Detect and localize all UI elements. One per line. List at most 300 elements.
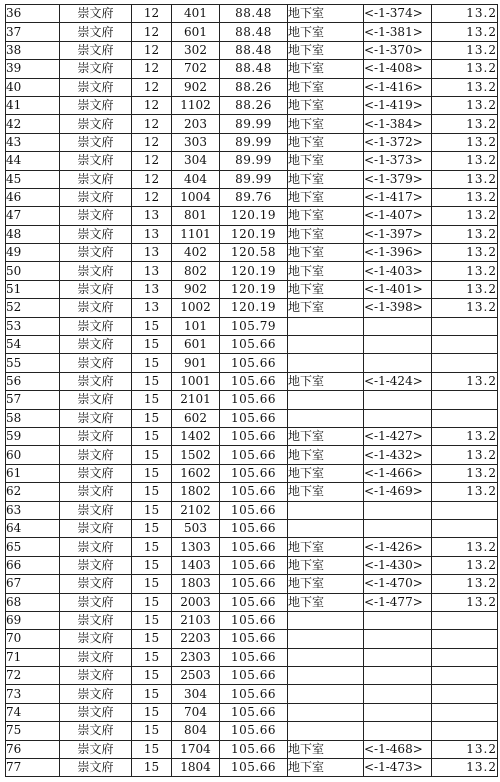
parking-area-cell: 13.2 <box>432 575 498 593</box>
parking-type-cell <box>288 703 364 721</box>
project-name-cell: 崇文府 <box>60 538 132 556</box>
parking-area-cell <box>432 630 498 648</box>
project-name-cell: 崇文府 <box>60 152 132 170</box>
room-number-cell: 902 <box>172 78 220 96</box>
parking-code-cell: <-1-398> <box>364 299 432 317</box>
building-number-cell: 12 <box>132 170 172 188</box>
room-number-cell: 1303 <box>172 538 220 556</box>
row-number-cell: 69 <box>6 611 60 629</box>
parking-area-cell: 13.2 <box>432 133 498 151</box>
row-number-cell: 44 <box>6 152 60 170</box>
unit-area-cell: 120.19 <box>220 299 288 317</box>
parking-type-cell <box>288 722 364 740</box>
unit-area-cell: 120.58 <box>220 244 288 262</box>
row-number-cell: 63 <box>6 501 60 519</box>
parking-area-cell: 13.2 <box>432 60 498 78</box>
room-number-cell: 601 <box>172 336 220 354</box>
parking-type-cell <box>288 519 364 537</box>
building-number-cell: 13 <box>132 225 172 243</box>
parking-code-cell <box>364 501 432 519</box>
table-row <box>6 722 498 740</box>
unit-area-cell: 105.66 <box>220 336 288 354</box>
building-number-cell: 15 <box>132 501 172 519</box>
unit-area-cell: 88.48 <box>220 23 288 41</box>
room-number-cell: 801 <box>172 207 220 225</box>
parking-area-cell <box>432 336 498 354</box>
table-row <box>6 703 498 721</box>
room-number-cell: 1001 <box>172 372 220 390</box>
room-number-cell: 2303 <box>172 648 220 666</box>
row-number-cell: 57 <box>6 391 60 409</box>
parking-code-cell <box>364 667 432 685</box>
row-number-cell: 65 <box>6 538 60 556</box>
parking-area-cell: 13.2 <box>432 427 498 445</box>
row-number-cell: 39 <box>6 60 60 78</box>
building-number-cell: 12 <box>132 188 172 206</box>
building-number-cell: 12 <box>132 152 172 170</box>
row-number-cell: 54 <box>6 336 60 354</box>
row-number-cell: 74 <box>6 703 60 721</box>
parking-area-cell: 13.2 <box>432 78 498 96</box>
row-number-cell: 72 <box>6 667 60 685</box>
unit-area-cell: 105.66 <box>220 611 288 629</box>
parking-type-cell <box>288 501 364 519</box>
parking-type-cell: 地下室 <box>288 115 364 133</box>
row-number-cell: 62 <box>6 483 60 501</box>
unit-area-cell: 105.79 <box>220 317 288 335</box>
building-number-cell: 15 <box>132 575 172 593</box>
room-number-cell: 2203 <box>172 630 220 648</box>
row-number-cell: 53 <box>6 317 60 335</box>
parking-area-cell <box>432 667 498 685</box>
building-number-cell: 15 <box>132 372 172 390</box>
unit-area-cell: 105.66 <box>220 464 288 482</box>
room-number-cell: 702 <box>172 60 220 78</box>
table-row <box>6 630 498 648</box>
parking-area-cell: 13.2 <box>432 740 498 758</box>
table-row <box>6 170 498 188</box>
building-number-cell: 13 <box>132 262 172 280</box>
project-name-cell: 崇文府 <box>60 170 132 188</box>
room-number-cell: 2003 <box>172 593 220 611</box>
parking-type-cell: 地下室 <box>288 483 364 501</box>
parking-code-cell: <-1-468> <box>364 740 432 758</box>
row-number-cell: 51 <box>6 280 60 298</box>
room-number-cell: 1803 <box>172 575 220 593</box>
room-number-cell: 1502 <box>172 446 220 464</box>
building-number-cell: 15 <box>132 667 172 685</box>
parking-code-cell: <-1-419> <box>364 96 432 114</box>
project-name-cell: 崇文府 <box>60 501 132 519</box>
project-name-cell: 崇文府 <box>60 133 132 151</box>
row-number-cell: 68 <box>6 593 60 611</box>
row-number-cell: 45 <box>6 170 60 188</box>
unit-area-cell: 105.66 <box>220 630 288 648</box>
parking-code-cell: <-1-401> <box>364 280 432 298</box>
project-name-cell: 崇文府 <box>60 722 132 740</box>
parking-code-cell: <-1-424> <box>364 372 432 390</box>
parking-area-cell <box>432 703 498 721</box>
room-number-cell: 1102 <box>172 96 220 114</box>
project-name-cell: 崇文府 <box>60 188 132 206</box>
room-number-cell: 1403 <box>172 556 220 574</box>
room-number-cell: 101 <box>172 317 220 335</box>
table-row <box>6 740 498 758</box>
parking-type-cell <box>288 667 364 685</box>
parking-type-cell: 地下室 <box>288 464 364 482</box>
row-number-cell: 60 <box>6 446 60 464</box>
parking-type-cell: 地下室 <box>288 41 364 59</box>
table-row <box>6 427 498 445</box>
table-row <box>6 23 498 41</box>
unit-area-cell: 105.66 <box>220 759 288 777</box>
parking-area-cell: 13.2 <box>432 115 498 133</box>
parking-code-cell: <-1-417> <box>364 188 432 206</box>
parking-type-cell: 地下室 <box>288 170 364 188</box>
unit-area-cell: 105.66 <box>220 538 288 556</box>
unit-area-cell: 105.66 <box>220 372 288 390</box>
building-number-cell: 13 <box>132 207 172 225</box>
parking-code-cell <box>364 685 432 703</box>
table-row <box>6 5 498 23</box>
row-number-cell: 56 <box>6 372 60 390</box>
room-number-cell: 902 <box>172 280 220 298</box>
parking-code-cell: <-1-470> <box>364 575 432 593</box>
table-row <box>6 667 498 685</box>
parking-code-cell <box>364 317 432 335</box>
parking-area-cell <box>432 685 498 703</box>
property-table <box>5 4 498 777</box>
unit-area-cell: 88.26 <box>220 78 288 96</box>
project-name-cell: 崇文府 <box>60 78 132 96</box>
table-row <box>6 60 498 78</box>
parking-type-cell: 地下室 <box>288 225 364 243</box>
parking-code-cell: <-1-373> <box>364 152 432 170</box>
table-row <box>6 611 498 629</box>
parking-type-cell <box>288 685 364 703</box>
table-row <box>6 464 498 482</box>
parking-type-cell: 地下室 <box>288 152 364 170</box>
unit-area-cell: 105.66 <box>220 648 288 666</box>
building-number-cell: 15 <box>132 593 172 611</box>
unit-area-cell: 88.48 <box>220 5 288 23</box>
parking-area-cell: 13.2 <box>432 464 498 482</box>
unit-area-cell: 120.19 <box>220 207 288 225</box>
building-number-cell: 15 <box>132 611 172 629</box>
parking-type-cell <box>288 317 364 335</box>
parking-type-cell: 地下室 <box>288 262 364 280</box>
unit-area-cell: 88.26 <box>220 96 288 114</box>
row-number-cell: 40 <box>6 78 60 96</box>
row-number-cell: 37 <box>6 23 60 41</box>
parking-type-cell: 地下室 <box>288 188 364 206</box>
room-number-cell: 602 <box>172 409 220 427</box>
unit-area-cell: 88.48 <box>220 41 288 59</box>
building-number-cell: 12 <box>132 60 172 78</box>
project-name-cell: 崇文府 <box>60 225 132 243</box>
parking-area-cell: 13.2 <box>432 759 498 777</box>
row-number-cell: 75 <box>6 722 60 740</box>
parking-area-cell: 13.2 <box>432 262 498 280</box>
building-number-cell: 12 <box>132 5 172 23</box>
parking-area-cell: 13.2 <box>432 188 498 206</box>
building-number-cell: 13 <box>132 244 172 262</box>
table-row <box>6 152 498 170</box>
parking-area-cell <box>432 391 498 409</box>
table-row <box>6 262 498 280</box>
unit-area-cell: 120.19 <box>220 280 288 298</box>
project-name-cell: 崇文府 <box>60 60 132 78</box>
unit-area-cell: 89.99 <box>220 152 288 170</box>
row-number-cell: 64 <box>6 519 60 537</box>
parking-code-cell <box>364 354 432 372</box>
table-row <box>6 593 498 611</box>
parking-code-cell <box>364 409 432 427</box>
parking-code-cell: <-1-477> <box>364 593 432 611</box>
unit-area-cell: 105.66 <box>220 575 288 593</box>
room-number-cell: 1004 <box>172 188 220 206</box>
room-number-cell: 304 <box>172 685 220 703</box>
table-row <box>6 372 498 390</box>
room-number-cell: 704 <box>172 703 220 721</box>
project-name-cell: 崇文府 <box>60 317 132 335</box>
parking-code-cell: <-1-432> <box>364 446 432 464</box>
project-name-cell: 崇文府 <box>60 667 132 685</box>
parking-code-cell: <-1-396> <box>364 244 432 262</box>
project-name-cell: 崇文府 <box>60 207 132 225</box>
row-number-cell: 43 <box>6 133 60 151</box>
room-number-cell: 2101 <box>172 391 220 409</box>
parking-area-cell: 13.2 <box>432 207 498 225</box>
parking-code-cell: <-1-430> <box>364 556 432 574</box>
project-name-cell: 崇文府 <box>60 244 132 262</box>
parking-type-cell: 地下室 <box>288 299 364 317</box>
building-number-cell: 12 <box>132 23 172 41</box>
building-number-cell: 12 <box>132 115 172 133</box>
table-row <box>6 648 498 666</box>
project-name-cell: 崇文府 <box>60 372 132 390</box>
parking-type-cell: 地下室 <box>288 60 364 78</box>
project-name-cell: 崇文府 <box>60 409 132 427</box>
building-number-cell: 15 <box>132 336 172 354</box>
unit-area-cell: 105.66 <box>220 409 288 427</box>
building-number-cell: 15 <box>132 409 172 427</box>
project-name-cell: 崇文府 <box>60 446 132 464</box>
parking-area-cell: 13.2 <box>432 372 498 390</box>
unit-area-cell: 89.99 <box>220 115 288 133</box>
parking-area-cell: 13.2 <box>432 244 498 262</box>
row-number-cell: 76 <box>6 740 60 758</box>
project-name-cell: 崇文府 <box>60 703 132 721</box>
project-name-cell: 崇文府 <box>60 299 132 317</box>
parking-code-cell <box>364 611 432 629</box>
row-number-cell: 58 <box>6 409 60 427</box>
unit-area-cell: 105.66 <box>220 446 288 464</box>
table-row <box>6 244 498 262</box>
row-number-cell: 52 <box>6 299 60 317</box>
room-number-cell: 802 <box>172 262 220 280</box>
building-number-cell: 12 <box>132 133 172 151</box>
project-name-cell: 崇文府 <box>60 391 132 409</box>
parking-area-cell: 13.2 <box>432 556 498 574</box>
parking-area-cell: 13.2 <box>432 96 498 114</box>
project-name-cell: 崇文府 <box>60 23 132 41</box>
building-number-cell: 15 <box>132 538 172 556</box>
room-number-cell: 503 <box>172 519 220 537</box>
parking-area-cell <box>432 611 498 629</box>
table-row <box>6 41 498 59</box>
table-row <box>6 78 498 96</box>
parking-area-cell: 13.2 <box>432 483 498 501</box>
parking-area-cell: 13.2 <box>432 41 498 59</box>
building-number-cell: 15 <box>132 740 172 758</box>
building-number-cell: 15 <box>132 685 172 703</box>
parking-type-cell <box>288 354 364 372</box>
parking-code-cell <box>364 703 432 721</box>
building-number-cell: 15 <box>132 648 172 666</box>
parking-area-cell: 13.2 <box>432 225 498 243</box>
table-row <box>6 759 498 777</box>
row-number-cell: 36 <box>6 5 60 23</box>
parking-type-cell: 地下室 <box>288 96 364 114</box>
project-name-cell: 崇文府 <box>60 5 132 23</box>
room-number-cell: 402 <box>172 244 220 262</box>
unit-area-cell: 105.66 <box>220 667 288 685</box>
row-number-cell: 41 <box>6 96 60 114</box>
parking-type-cell: 地下室 <box>288 556 364 574</box>
unit-area-cell: 88.48 <box>220 60 288 78</box>
parking-type-cell: 地下室 <box>288 23 364 41</box>
parking-code-cell: <-1-407> <box>364 207 432 225</box>
room-number-cell: 804 <box>172 722 220 740</box>
table-row <box>6 519 498 537</box>
room-number-cell: 601 <box>172 23 220 41</box>
table-row <box>6 225 498 243</box>
parking-area-cell: 13.2 <box>432 593 498 611</box>
parking-area-cell: 13.2 <box>432 538 498 556</box>
parking-area-cell: 13.2 <box>432 5 498 23</box>
table-row <box>6 556 498 574</box>
parking-type-cell: 地下室 <box>288 575 364 593</box>
parking-code-cell: <-1-408> <box>364 60 432 78</box>
parking-type-cell: 地下室 <box>288 759 364 777</box>
table-row <box>6 538 498 556</box>
parking-type-cell <box>288 336 364 354</box>
unit-area-cell: 105.66 <box>220 685 288 703</box>
unit-area-cell: 120.19 <box>220 262 288 280</box>
building-number-cell: 15 <box>132 391 172 409</box>
project-name-cell: 崇文府 <box>60 336 132 354</box>
room-number-cell: 404 <box>172 170 220 188</box>
building-number-cell: 12 <box>132 78 172 96</box>
row-number-cell: 73 <box>6 685 60 703</box>
room-number-cell: 303 <box>172 133 220 151</box>
parking-code-cell: <-1-466> <box>364 464 432 482</box>
unit-area-cell: 89.99 <box>220 170 288 188</box>
parking-code-cell: <-1-427> <box>364 427 432 445</box>
parking-type-cell: 地下室 <box>288 280 364 298</box>
project-name-cell: 崇文府 <box>60 280 132 298</box>
parking-area-cell <box>432 317 498 335</box>
table-row <box>6 96 498 114</box>
room-number-cell: 2103 <box>172 611 220 629</box>
parking-code-cell: <-1-372> <box>364 133 432 151</box>
parking-code-cell: <-1-374> <box>364 5 432 23</box>
unit-area-cell: 89.76 <box>220 188 288 206</box>
room-number-cell: 1402 <box>172 427 220 445</box>
building-number-cell: 15 <box>132 464 172 482</box>
row-number-cell: 47 <box>6 207 60 225</box>
project-name-cell: 崇文府 <box>60 556 132 574</box>
row-number-cell: 67 <box>6 575 60 593</box>
project-name-cell: 崇文府 <box>60 648 132 666</box>
room-number-cell: 1804 <box>172 759 220 777</box>
project-name-cell: 崇文府 <box>60 630 132 648</box>
table-row <box>6 280 498 298</box>
row-number-cell: 77 <box>6 759 60 777</box>
building-number-cell: 15 <box>132 519 172 537</box>
parking-code-cell: <-1-397> <box>364 225 432 243</box>
building-number-cell: 15 <box>132 427 172 445</box>
room-number-cell: 401 <box>172 5 220 23</box>
table-row <box>6 207 498 225</box>
parking-code-cell <box>364 648 432 666</box>
parking-type-cell <box>288 391 364 409</box>
parking-type-cell: 地下室 <box>288 5 364 23</box>
parking-area-cell <box>432 648 498 666</box>
parking-code-cell <box>364 630 432 648</box>
parking-type-cell: 地下室 <box>288 446 364 464</box>
table-row <box>6 685 498 703</box>
project-name-cell: 崇文府 <box>60 575 132 593</box>
unit-area-cell: 89.99 <box>220 133 288 151</box>
table-row <box>6 299 498 317</box>
building-number-cell: 13 <box>132 299 172 317</box>
parking-type-cell: 地下室 <box>288 133 364 151</box>
row-number-cell: 71 <box>6 648 60 666</box>
parking-type-cell <box>288 630 364 648</box>
unit-area-cell: 105.66 <box>220 427 288 445</box>
parking-area-cell: 13.2 <box>432 23 498 41</box>
table-row <box>6 501 498 519</box>
room-number-cell: 302 <box>172 41 220 59</box>
table-row <box>6 391 498 409</box>
row-number-cell: 59 <box>6 427 60 445</box>
project-name-cell: 崇文府 <box>60 427 132 445</box>
parking-type-cell: 地下室 <box>288 372 364 390</box>
unit-area-cell: 105.66 <box>220 556 288 574</box>
building-number-cell: 15 <box>132 759 172 777</box>
parking-type-cell: 地下室 <box>288 207 364 225</box>
room-number-cell: 1101 <box>172 225 220 243</box>
table-row <box>6 336 498 354</box>
parking-area-cell: 13.2 <box>432 299 498 317</box>
parking-code-cell: <-1-416> <box>364 78 432 96</box>
building-number-cell: 15 <box>132 722 172 740</box>
table-row <box>6 188 498 206</box>
unit-area-cell: 105.66 <box>220 501 288 519</box>
parking-code-cell <box>364 336 432 354</box>
table-body <box>6 5 498 777</box>
building-number-cell: 15 <box>132 483 172 501</box>
parking-code-cell: <-1-473> <box>364 759 432 777</box>
room-number-cell: 1704 <box>172 740 220 758</box>
parking-area-cell <box>432 722 498 740</box>
room-number-cell: 901 <box>172 354 220 372</box>
parking-code-cell: <-1-403> <box>364 262 432 280</box>
parking-code-cell: <-1-381> <box>364 23 432 41</box>
row-number-cell: 55 <box>6 354 60 372</box>
